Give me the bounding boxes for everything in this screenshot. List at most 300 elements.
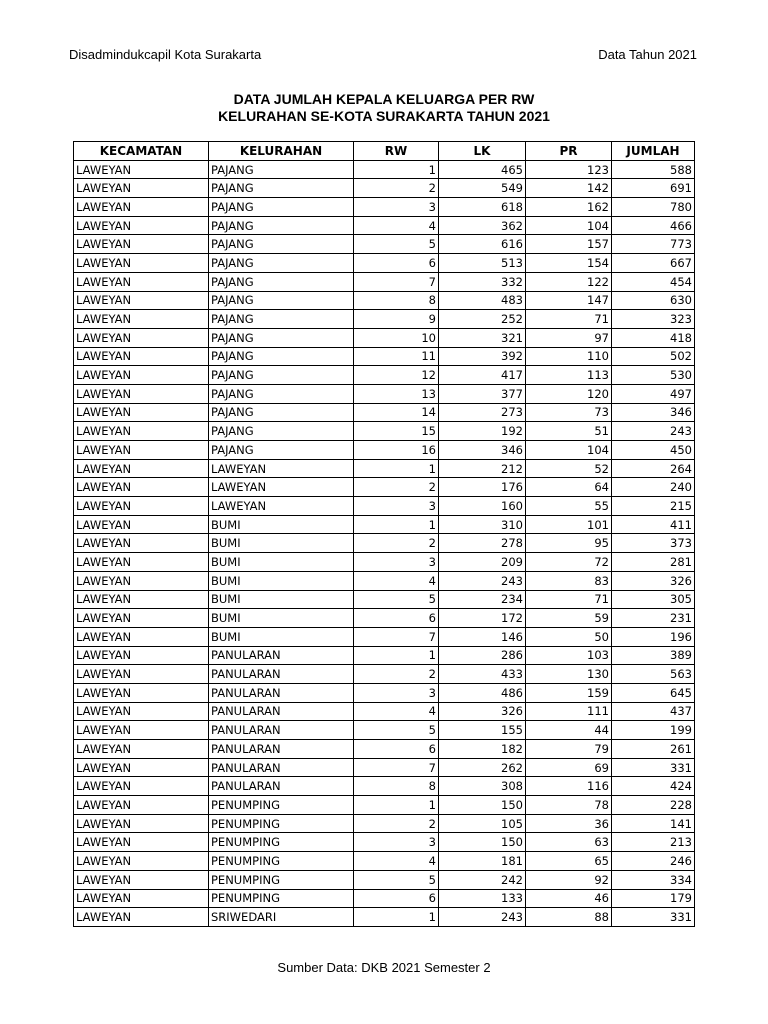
- cell-kelurahan: PANULARAN: [209, 683, 354, 702]
- cell-rw: 3: [354, 553, 439, 572]
- table-row: [74, 422, 695, 441]
- cell-lk: 150: [439, 796, 526, 815]
- cell-lk: 321: [439, 328, 526, 347]
- cell-kecamatan: LAWEYAN: [74, 366, 209, 385]
- cell-kecamatan: LAWEYAN: [74, 179, 209, 198]
- cell-kecamatan: LAWEYAN: [74, 254, 209, 273]
- cell-kecamatan: LAWEYAN: [74, 908, 209, 927]
- cell-kelurahan: PAJANG: [209, 291, 354, 310]
- cell-rw: 3: [354, 683, 439, 702]
- cell-kecamatan: LAWEYAN: [74, 833, 209, 852]
- cell-jumlah: 243: [612, 422, 695, 441]
- cell-rw: 1: [354, 515, 439, 534]
- cell-rw: 5: [354, 870, 439, 889]
- table-row: [74, 665, 695, 684]
- cell-jumlah: 281: [612, 553, 695, 572]
- cell-kelurahan: PAJANG: [209, 422, 354, 441]
- table-row: [74, 384, 695, 403]
- cell-kecamatan: LAWEYAN: [74, 758, 209, 777]
- cell-jumlah: 497: [612, 384, 695, 403]
- cell-rw: 13: [354, 384, 439, 403]
- table-row: [74, 683, 695, 702]
- cell-kecamatan: LAWEYAN: [74, 534, 209, 553]
- cell-pr: 64: [526, 478, 612, 497]
- cell-kelurahan: PANULARAN: [209, 721, 354, 740]
- header-agency: Disadmindukcapil Kota Surakarta: [69, 47, 262, 62]
- cell-lk: 181: [439, 852, 526, 871]
- cell-kecamatan: LAWEYAN: [74, 347, 209, 366]
- cell-kecamatan: LAWEYAN: [74, 478, 209, 497]
- cell-rw: 4: [354, 216, 439, 235]
- cell-pr: 92: [526, 870, 612, 889]
- table-row: [74, 814, 695, 833]
- table-row: [74, 347, 695, 366]
- table-row: [74, 889, 695, 908]
- table-row: [74, 254, 695, 273]
- cell-kelurahan: BUMI: [209, 609, 354, 628]
- cell-pr: 111: [526, 702, 612, 721]
- cell-kelurahan: PANULARAN: [209, 758, 354, 777]
- cell-pr: 147: [526, 291, 612, 310]
- cell-pr: 104: [526, 441, 612, 460]
- cell-lk: 278: [439, 534, 526, 553]
- cell-rw: 2: [354, 814, 439, 833]
- table-row: [74, 571, 695, 590]
- cell-pr: 116: [526, 777, 612, 796]
- cell-pr: 36: [526, 814, 612, 833]
- cell-jumlah: 780: [612, 198, 695, 217]
- cell-rw: 7: [354, 272, 439, 291]
- cell-lk: 362: [439, 216, 526, 235]
- cell-kecamatan: LAWEYAN: [74, 870, 209, 889]
- cell-kelurahan: PENUMPING: [209, 814, 354, 833]
- data-table: [73, 141, 695, 927]
- cell-lk: 273: [439, 403, 526, 422]
- table-row: [74, 908, 695, 927]
- cell-lk: 209: [439, 553, 526, 572]
- cell-kecamatan: LAWEYAN: [74, 291, 209, 310]
- cell-jumlah: 411: [612, 515, 695, 534]
- cell-kelurahan: PAJANG: [209, 179, 354, 198]
- cell-kecamatan: LAWEYAN: [74, 272, 209, 291]
- cell-jumlah: 215: [612, 497, 695, 516]
- cell-lk: 618: [439, 198, 526, 217]
- cell-pr: 65: [526, 852, 612, 871]
- cell-rw: 2: [354, 665, 439, 684]
- cell-pr: 122: [526, 272, 612, 291]
- cell-kelurahan: BUMI: [209, 553, 354, 572]
- cell-rw: 1: [354, 646, 439, 665]
- cell-kecamatan: LAWEYAN: [74, 310, 209, 329]
- cell-rw: 6: [354, 254, 439, 273]
- source-note: Sumber Data: DKB 2021 Semester 2: [277, 960, 491, 975]
- cell-pr: 71: [526, 310, 612, 329]
- cell-jumlah: 424: [612, 777, 695, 796]
- cell-kelurahan: PENUMPING: [209, 833, 354, 852]
- cell-pr: 95: [526, 534, 612, 553]
- cell-kelurahan: PAJANG: [209, 441, 354, 460]
- cell-kecamatan: LAWEYAN: [74, 796, 209, 815]
- cell-rw: 1: [354, 459, 439, 478]
- cell-pr: 44: [526, 721, 612, 740]
- cell-pr: 103: [526, 646, 612, 665]
- cell-rw: 2: [354, 534, 439, 553]
- cell-pr: 63: [526, 833, 612, 852]
- cell-lk: 155: [439, 721, 526, 740]
- cell-jumlah: 264: [612, 459, 695, 478]
- cell-rw: 2: [354, 478, 439, 497]
- table-row: [74, 179, 695, 198]
- table-row: [74, 291, 695, 310]
- cell-kelurahan: PAJANG: [209, 235, 354, 254]
- cell-kelurahan: PAJANG: [209, 216, 354, 235]
- cell-jumlah: 389: [612, 646, 695, 665]
- column-header-pr: PR: [526, 142, 612, 161]
- cell-jumlah: 588: [612, 160, 695, 179]
- cell-rw: 2: [354, 179, 439, 198]
- cell-kelurahan: PANULARAN: [209, 665, 354, 684]
- cell-lk: 549: [439, 179, 526, 198]
- cell-kecamatan: LAWEYAN: [74, 852, 209, 871]
- cell-jumlah: 196: [612, 627, 695, 646]
- cell-kecamatan: LAWEYAN: [74, 403, 209, 422]
- cell-kelurahan: PAJANG: [209, 347, 354, 366]
- cell-lk: 243: [439, 571, 526, 590]
- cell-kecamatan: LAWEYAN: [74, 216, 209, 235]
- cell-pr: 52: [526, 459, 612, 478]
- cell-lk: 160: [439, 497, 526, 516]
- table-row: [74, 235, 695, 254]
- column-header-kelurahan: KELURAHAN: [209, 142, 354, 161]
- cell-rw: 6: [354, 889, 439, 908]
- cell-kelurahan: PENUMPING: [209, 852, 354, 871]
- cell-lk: 172: [439, 609, 526, 628]
- cell-kelurahan: PENUMPING: [209, 870, 354, 889]
- cell-lk: 146: [439, 627, 526, 646]
- cell-jumlah: 773: [612, 235, 695, 254]
- cell-pr: 142: [526, 179, 612, 198]
- cell-kelurahan: LAWEYAN: [209, 497, 354, 516]
- cell-lk: 182: [439, 740, 526, 759]
- cell-jumlah: 246: [612, 852, 695, 871]
- cell-lk: 377: [439, 384, 526, 403]
- cell-kecamatan: LAWEYAN: [74, 198, 209, 217]
- cell-rw: 6: [354, 740, 439, 759]
- cell-lk: 465: [439, 160, 526, 179]
- cell-jumlah: 261: [612, 740, 695, 759]
- table-row: [74, 777, 695, 796]
- cell-pr: 159: [526, 683, 612, 702]
- cell-kecamatan: LAWEYAN: [74, 609, 209, 628]
- cell-pr: 154: [526, 254, 612, 273]
- cell-kelurahan: PENUMPING: [209, 889, 354, 908]
- cell-kelurahan: BUMI: [209, 627, 354, 646]
- table-row: [74, 796, 695, 815]
- table-row: [74, 534, 695, 553]
- cell-pr: 157: [526, 235, 612, 254]
- cell-jumlah: 231: [612, 609, 695, 628]
- table-header-row: [74, 142, 695, 161]
- cell-lk: 486: [439, 683, 526, 702]
- table-body: [74, 160, 695, 926]
- cell-kecamatan: LAWEYAN: [74, 328, 209, 347]
- cell-lk: 262: [439, 758, 526, 777]
- table-row: [74, 590, 695, 609]
- cell-kelurahan: SRIWEDARI: [209, 908, 354, 927]
- cell-kelurahan: PANULARAN: [209, 777, 354, 796]
- cell-lk: 346: [439, 441, 526, 460]
- table-row: [74, 758, 695, 777]
- table-row: [74, 627, 695, 646]
- cell-jumlah: 199: [612, 721, 695, 740]
- cell-jumlah: 530: [612, 366, 695, 385]
- cell-rw: 4: [354, 571, 439, 590]
- cell-pr: 110: [526, 347, 612, 366]
- column-header-lk: LK: [439, 142, 526, 161]
- cell-rw: 15: [354, 422, 439, 441]
- cell-pr: 120: [526, 384, 612, 403]
- column-header-rw: RW: [354, 142, 439, 161]
- table-row: [74, 609, 695, 628]
- cell-jumlah: 346: [612, 403, 695, 422]
- cell-jumlah: 373: [612, 534, 695, 553]
- cell-jumlah: 179: [612, 889, 695, 908]
- cell-pr: 97: [526, 328, 612, 347]
- cell-rw: 3: [354, 497, 439, 516]
- cell-pr: 71: [526, 590, 612, 609]
- cell-kelurahan: PANULARAN: [209, 646, 354, 665]
- cell-jumlah: 667: [612, 254, 695, 273]
- table-row: [74, 702, 695, 721]
- cell-jumlah: 240: [612, 478, 695, 497]
- cell-kecamatan: LAWEYAN: [74, 441, 209, 460]
- cell-jumlah: 418: [612, 328, 695, 347]
- column-header-jumlah: JUMLAH: [612, 142, 695, 161]
- cell-jumlah: 305: [612, 590, 695, 609]
- cell-jumlah: 331: [612, 758, 695, 777]
- table-row: [74, 198, 695, 217]
- cell-jumlah: 502: [612, 347, 695, 366]
- cell-lk: 332: [439, 272, 526, 291]
- cell-jumlah: 437: [612, 702, 695, 721]
- cell-kelurahan: BUMI: [209, 534, 354, 553]
- cell-jumlah: 691: [612, 179, 695, 198]
- cell-kelurahan: PANULARAN: [209, 702, 354, 721]
- cell-jumlah: 450: [612, 441, 695, 460]
- table-row: [74, 310, 695, 329]
- document-title: [0, 91, 768, 125]
- cell-kelurahan: PENUMPING: [209, 796, 354, 815]
- cell-rw: 8: [354, 291, 439, 310]
- cell-pr: 73: [526, 403, 612, 422]
- cell-rw: 5: [354, 235, 439, 254]
- cell-lk: 616: [439, 235, 526, 254]
- cell-lk: 308: [439, 777, 526, 796]
- cell-jumlah: 228: [612, 796, 695, 815]
- cell-kelurahan: LAWEYAN: [209, 478, 354, 497]
- cell-kecamatan: LAWEYAN: [74, 777, 209, 796]
- cell-lk: 310: [439, 515, 526, 534]
- cell-kecamatan: LAWEYAN: [74, 683, 209, 702]
- cell-kelurahan: PAJANG: [209, 160, 354, 179]
- cell-jumlah: 213: [612, 833, 695, 852]
- cell-kecamatan: LAWEYAN: [74, 646, 209, 665]
- table-row: [74, 497, 695, 516]
- cell-kelurahan: PAJANG: [209, 272, 354, 291]
- cell-kelurahan: PAJANG: [209, 310, 354, 329]
- cell-pr: 83: [526, 571, 612, 590]
- table-row: [74, 366, 695, 385]
- cell-rw: 7: [354, 627, 439, 646]
- cell-jumlah: 454: [612, 272, 695, 291]
- table-row: [74, 216, 695, 235]
- cell-lk: 176: [439, 478, 526, 497]
- cell-kecamatan: LAWEYAN: [74, 665, 209, 684]
- title-line-1: DATA JUMLAH KEPALA KELUARGA PER RW: [233, 91, 535, 107]
- cell-rw: 16: [354, 441, 439, 460]
- cell-kecamatan: LAWEYAN: [74, 590, 209, 609]
- cell-pr: 69: [526, 758, 612, 777]
- cell-kelurahan: PAJANG: [209, 254, 354, 273]
- cell-rw: 1: [354, 908, 439, 927]
- table-row: [74, 852, 695, 871]
- cell-rw: 1: [354, 160, 439, 179]
- cell-kecamatan: LAWEYAN: [74, 627, 209, 646]
- cell-kelurahan: PAJANG: [209, 366, 354, 385]
- cell-rw: 4: [354, 702, 439, 721]
- table-row: [74, 740, 695, 759]
- cell-jumlah: 466: [612, 216, 695, 235]
- cell-rw: 9: [354, 310, 439, 329]
- cell-kelurahan: PAJANG: [209, 198, 354, 217]
- table-row: [74, 515, 695, 534]
- column-header-kecamatan: KECAMATAN: [74, 142, 209, 161]
- table-row: [74, 272, 695, 291]
- cell-jumlah: 563: [612, 665, 695, 684]
- cell-rw: 14: [354, 403, 439, 422]
- cell-lk: 252: [439, 310, 526, 329]
- cell-pr: 59: [526, 609, 612, 628]
- cell-rw: 3: [354, 833, 439, 852]
- cell-kecamatan: LAWEYAN: [74, 814, 209, 833]
- table-row: [74, 328, 695, 347]
- cell-rw: 1: [354, 796, 439, 815]
- cell-kecamatan: LAWEYAN: [74, 515, 209, 534]
- cell-pr: 79: [526, 740, 612, 759]
- cell-pr: 46: [526, 889, 612, 908]
- cell-lk: 192: [439, 422, 526, 441]
- cell-lk: 243: [439, 908, 526, 927]
- cell-kelurahan: LAWEYAN: [209, 459, 354, 478]
- cell-rw: 5: [354, 721, 439, 740]
- cell-rw: 10: [354, 328, 439, 347]
- cell-pr: 50: [526, 627, 612, 646]
- cell-kelurahan: PAJANG: [209, 403, 354, 422]
- cell-pr: 55: [526, 497, 612, 516]
- table-row: [74, 459, 695, 478]
- cell-lk: 392: [439, 347, 526, 366]
- cell-kelurahan: BUMI: [209, 571, 354, 590]
- cell-kecamatan: LAWEYAN: [74, 553, 209, 572]
- cell-lk: 150: [439, 833, 526, 852]
- cell-pr: 113: [526, 366, 612, 385]
- cell-rw: 4: [354, 852, 439, 871]
- cell-lk: 234: [439, 590, 526, 609]
- table-row: [74, 721, 695, 740]
- cell-kecamatan: LAWEYAN: [74, 422, 209, 441]
- cell-kecamatan: LAWEYAN: [74, 702, 209, 721]
- table-row: [74, 478, 695, 497]
- cell-lk: 212: [439, 459, 526, 478]
- cell-pr: 78: [526, 796, 612, 815]
- title-line-2: KELURAHAN SE-KOTA SURAKARTA TAHUN 2021: [218, 108, 550, 124]
- cell-kecamatan: LAWEYAN: [74, 571, 209, 590]
- cell-kelurahan: PANULARAN: [209, 740, 354, 759]
- cell-pr: 72: [526, 553, 612, 572]
- cell-jumlah: 645: [612, 683, 695, 702]
- cell-pr: 88: [526, 908, 612, 927]
- cell-lk: 242: [439, 870, 526, 889]
- cell-jumlah: 141: [612, 814, 695, 833]
- cell-lk: 483: [439, 291, 526, 310]
- table-row: [74, 160, 695, 179]
- table-row: [74, 833, 695, 852]
- cell-jumlah: 326: [612, 571, 695, 590]
- table-row: [74, 646, 695, 665]
- cell-kecamatan: LAWEYAN: [74, 497, 209, 516]
- cell-lk: 105: [439, 814, 526, 833]
- cell-pr: 123: [526, 160, 612, 179]
- cell-pr: 101: [526, 515, 612, 534]
- cell-kecamatan: LAWEYAN: [74, 160, 209, 179]
- cell-kelurahan: PAJANG: [209, 384, 354, 403]
- cell-kecamatan: LAWEYAN: [74, 889, 209, 908]
- cell-jumlah: 323: [612, 310, 695, 329]
- cell-jumlah: 630: [612, 291, 695, 310]
- table-row: [74, 553, 695, 572]
- cell-rw: 3: [354, 198, 439, 217]
- cell-pr: 51: [526, 422, 612, 441]
- cell-kelurahan: PAJANG: [209, 328, 354, 347]
- cell-rw: 5: [354, 590, 439, 609]
- header-year: Data Tahun 2021: [598, 47, 697, 62]
- cell-kecamatan: LAWEYAN: [74, 384, 209, 403]
- cell-lk: 133: [439, 889, 526, 908]
- table-row: [74, 870, 695, 889]
- cell-lk: 326: [439, 702, 526, 721]
- cell-kecamatan: LAWEYAN: [74, 235, 209, 254]
- cell-rw: 6: [354, 609, 439, 628]
- table-row: [74, 403, 695, 422]
- cell-rw: 8: [354, 777, 439, 796]
- cell-kelurahan: BUMI: [209, 590, 354, 609]
- cell-kecamatan: LAWEYAN: [74, 740, 209, 759]
- cell-pr: 130: [526, 665, 612, 684]
- page-header: [69, 47, 697, 65]
- cell-pr: 162: [526, 198, 612, 217]
- cell-kecamatan: LAWEYAN: [74, 459, 209, 478]
- cell-kecamatan: LAWEYAN: [74, 721, 209, 740]
- cell-jumlah: 334: [612, 870, 695, 889]
- table-row: [74, 441, 695, 460]
- cell-lk: 286: [439, 646, 526, 665]
- cell-lk: 513: [439, 254, 526, 273]
- cell-jumlah: 331: [612, 908, 695, 927]
- cell-rw: 12: [354, 366, 439, 385]
- cell-lk: 417: [439, 366, 526, 385]
- cell-rw: 11: [354, 347, 439, 366]
- cell-pr: 104: [526, 216, 612, 235]
